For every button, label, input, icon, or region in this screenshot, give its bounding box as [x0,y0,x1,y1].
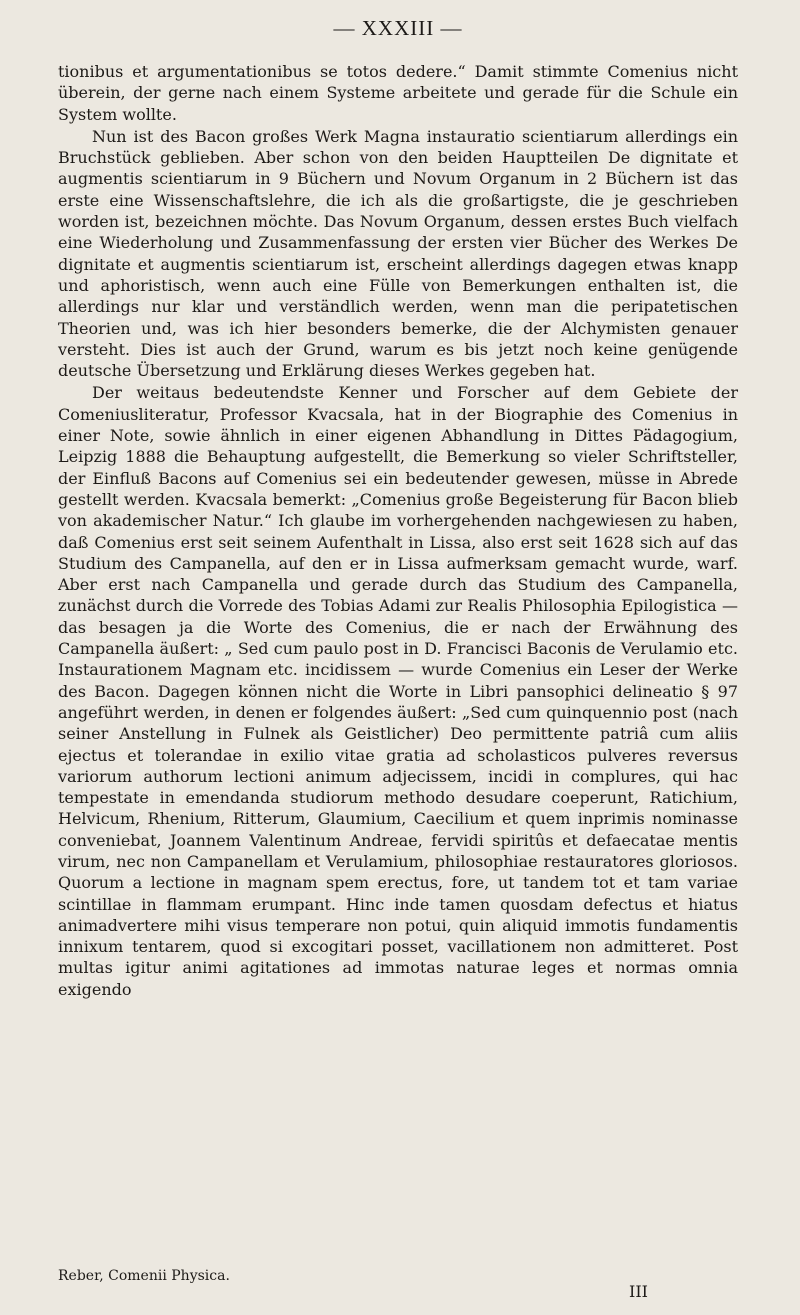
page-header-number: — XXXIII — [333,16,463,40]
paragraph-1: tionibus et argumentationibus se totos dedere.“ Damit stimmte Comenius nicht überein, der gerne nach einem Systeme arbeitete und gerade für die Schule ein System wollte. [58,62,738,124]
paragraph-3: Der weitaus bedeutendste Kenner und Forscher auf dem Gebiete der Comeniusliteratur, Professor Kvacsala, hat in der Biographie des Comenius in einer Note, sowie ähnlich in einer eigenen Abhandlung in Dittes Pädagogium, Leipzig 1888 die Behauptung aufgestellt, die Bemerkung so vieler Schriftsteller, der Einfluß Bacons auf Comenius sei ein bedeutender gewesen, müsse in Abrede gestellt werden. Kvacsala bemerkt: „Comenius große Begeisterung für Bacon blieb von akademischer Natur.“ Ich glaube im vorhergehenden nachgewiesen zu haben, daß Comenius erst seit seinem Aufenthalt in Lissa, also erst seit 1628 sich auf das Studium des Campanella, auf den er in Lissa aufmerksam gemacht wurde, warf. Aber erst nach Campanella und gerade durch das Studium des Campanella, zunächst durch die Vorrede des Tobias Adami zur Realis Philosophia Epilogistica — das besagen ja die Worte des Comenius, die er nach der Erwähnung des Campanella äußert: „ Sed cum paulo post in D. Francisci Baconis de Verulamio etc. Instaurationem Magnam etc. incidissem — wurde Comenius ein Leser der Werke des Bacon. Dagegen können nicht die Worte in Libri pansophici delineatio § 97 angeführt werden, in denen er folgendes äußert: „Sed cum quinquennio post (nach seiner Anstellung in Fulnek als Geistlicher) Deo permittente patriâ cum aliis ejectus et tolerandae in exilio vitae gratia ad scholasticos pulveres reversus variorum authorum lectioni animum adjecissem, incidi in complures, qui hac tempestate in emendanda studiorum methodo desudare coeperunt, Ratichium, Helvicum, Rhenium, Ritterum, Glaumium, Caecilium et quem inprimis nominasse conveniebat, Joannem Valentinum Andreae, fervidi spiritûs et defaecatae mentis virum, nec non Campanellam et Verulamium, philosophiae restauratores gloriosos. Quorum a lectione in magnam spem erectus, fore, ut tandem tot et tam variae scintillae in flammam erumpant. Hinc inde tamen quosdam defectus et hiatus animadvertere mihi visus temperare non potui, quin aliquid immotis fundamentis innixum tentarem, quod si excogitari posset, vacillationem non admitteret. Post multas igitur animi agitationes ad immotas naturae leges et normas omnia exigendo [58,383,738,999]
footer-signature: Reber, Comenii Physica. [58,1268,230,1284]
footer-sheet-number: III [629,1282,648,1301]
paragraph-2: Nun ist des Bacon großes Werk Magna instauratio scientiarum allerdings ein Bruchstück geblieben. Aber schon von den beiden Hauptteilen De dignitate et augmentis scientiarum in 9 Büchern und Novum Organum in 2 Büchern ist das erste eine Wissenschaftslehre, die ich als die großartigste, die je geschrieben worden ist, bezeichnen möchte. Das Novum Organum, dessen erstes Buch vielfach eine Wiederholung und Zusammenfassung der ersten vier Bücher des Werkes De dignitate et augmentis scientiarum ist, erscheint allerdings dagegen etwas knapp und aphoristisch, wenn auch eine Fülle von Bemerkungen enthalten ist, die allerdings nur klar und verständlich werden, wenn man die peripatetischen Theorien und, was ich hier besonders bemerke, die der Alchymisten genauer versteht. Dies ist auch der Grund, warum es bis jetzt noch keine genügende deutsche Übersetzung und Erklärung dieses Werkes gegeben hat. [58,126,738,381]
